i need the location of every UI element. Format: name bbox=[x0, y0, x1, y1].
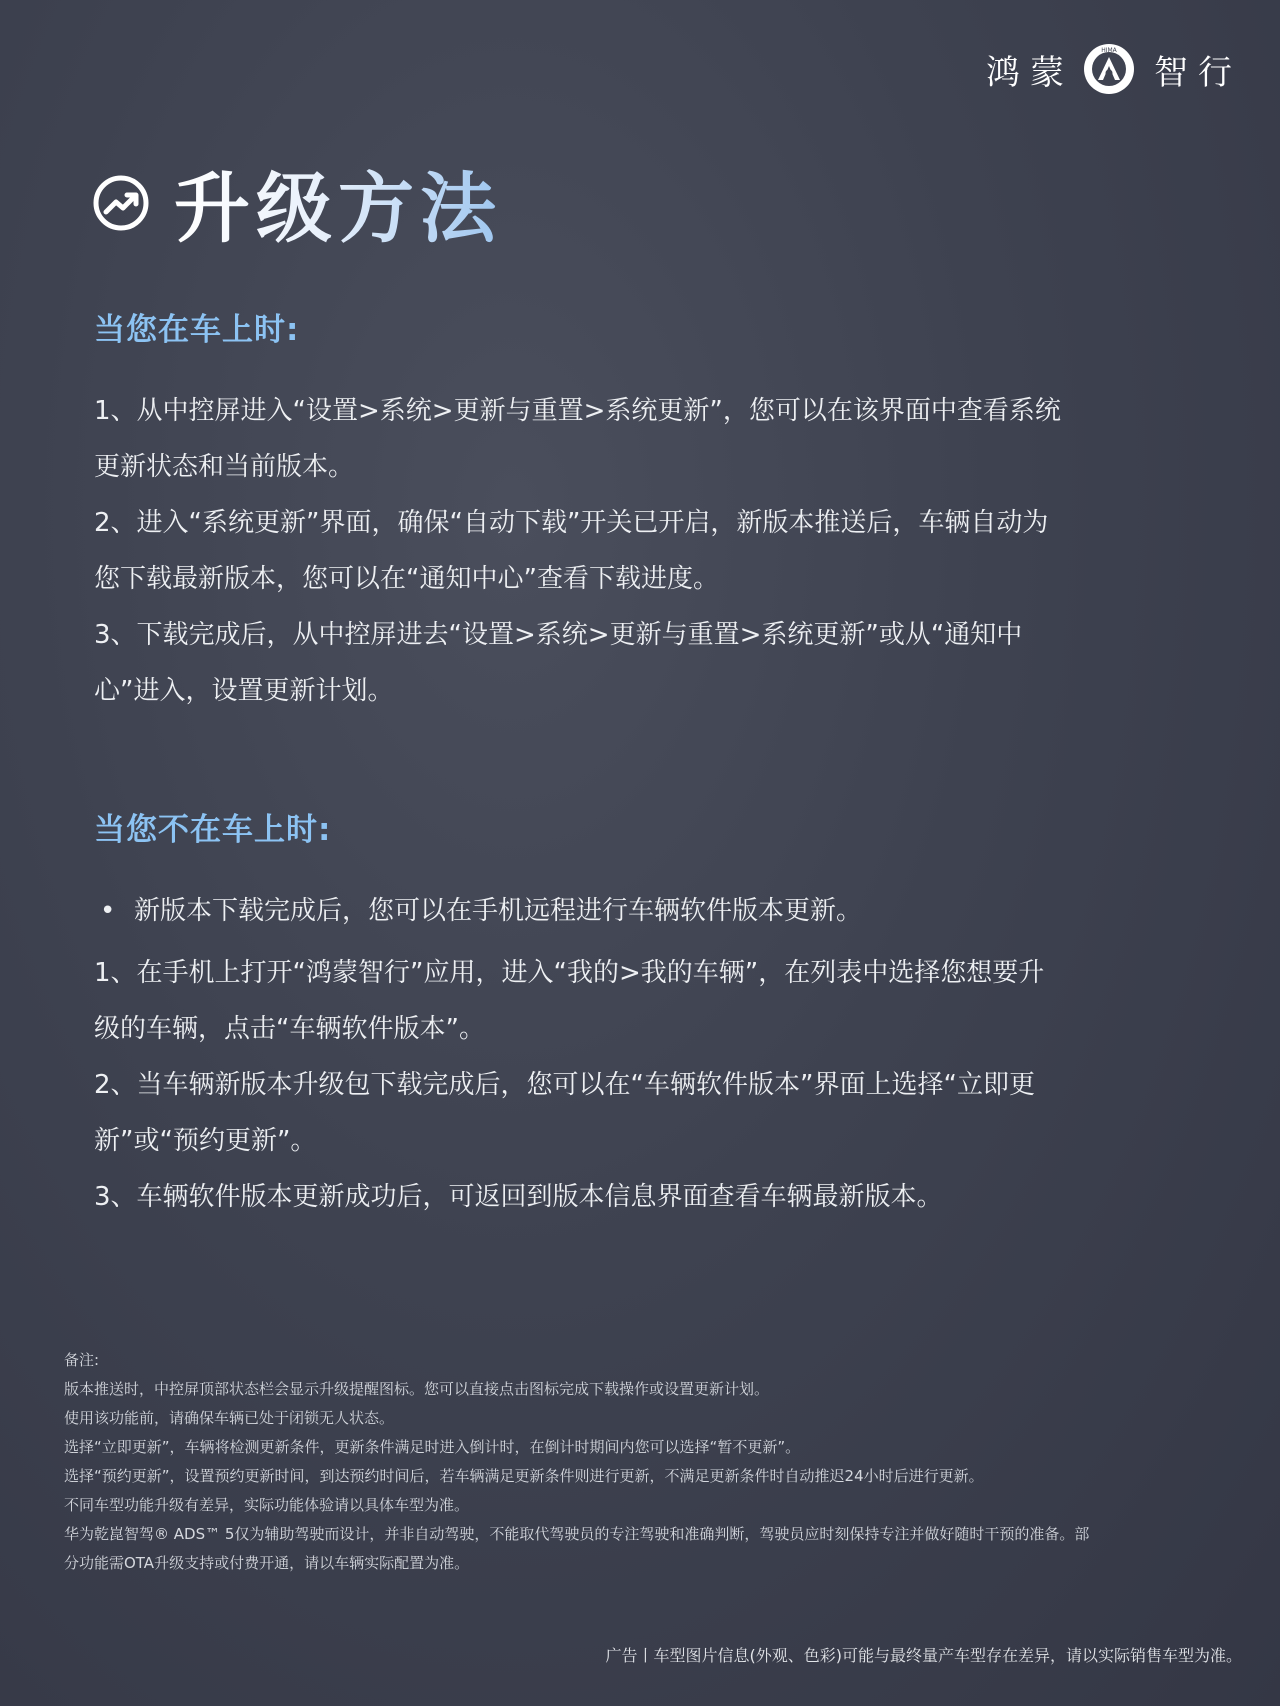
brand-header bbox=[986, 42, 1242, 96]
in-car-section bbox=[94, 304, 1204, 719]
in-car-line: 更新状态和当前版本。 bbox=[94, 452, 355, 482]
not-in-car-line: 新”或“预约更新”。 bbox=[94, 1126, 317, 1156]
not-in-car-heading: 当您不在车上时: bbox=[94, 812, 332, 848]
hima-logo-icon bbox=[1082, 42, 1136, 96]
note-line: 版本推送时，中控屏顶部状态栏会显示升级提醒图标。您可以直接点击图标完成下载操作或设置更新计划。 bbox=[64, 1380, 770, 1398]
note-line: 不同车型功能升级有差异，实际功能体验请以具体车型为准。 bbox=[64, 1496, 470, 1514]
page-title-row bbox=[92, 148, 502, 257]
note-line: 选择“立即更新”，车辆将检测更新条件，更新条件满足时进入倒计时，在倒计时期间内您可以选择“暂不更新”。 bbox=[64, 1438, 801, 1456]
in-car-line: 心”进入，设置更新计划。 bbox=[94, 676, 394, 706]
in-car-line: 1、从中控屏进入“设置>系统>更新与重置>系统更新”，您可以在该界面中查看系统 bbox=[94, 396, 1061, 426]
in-car-line: 2、进入“系统更新”界面，确保“自动下载”开关已开启，新版本推送后，车辆自动为 bbox=[94, 508, 1049, 538]
trend-up-circle-icon bbox=[92, 174, 150, 232]
brand-name-right: 智行 bbox=[1154, 52, 1242, 93]
not-in-car-line: 级的车辆，点击“车辆软件版本”。 bbox=[94, 1014, 485, 1044]
note-line: 分功能需OTA升级支持或付费开通，请以车辆实际配置为准。 bbox=[64, 1554, 470, 1572]
brand-name-left: 鸿蒙 bbox=[986, 52, 1074, 93]
page-title: 升级方法 bbox=[174, 148, 502, 257]
not-in-car-line: 3、车辆软件版本更新成功后，可返回到版本信息界面查看车辆最新版本。 bbox=[94, 1182, 943, 1212]
note-line: 使用该功能前，请确保车辆已处于闭锁无人状态。 bbox=[64, 1409, 395, 1427]
note-line: 华为乾崑智驾® ADS™ 5仅为辅助驾驶而设计，并非自动驾驶，不能取代驾驶员的专注驾驶和准确判断，驾驶员应时刻保持专注并做好随时干预的准备。部 bbox=[64, 1525, 1090, 1543]
bullet-item bbox=[94, 883, 1204, 939]
in-car-heading: 当您在车上时: bbox=[94, 312, 300, 348]
footer-disclaimer: 广告丨车型图片信息(外观、色彩)可能与最终量产车型存在差异，请以实际销售车型为准。 bbox=[605, 1646, 1242, 1665]
logo-text: HIMA bbox=[1101, 47, 1117, 54]
not-in-car-section bbox=[94, 804, 1204, 1225]
in-car-line: 您下载最新版本，您可以在“通知中心”查看下载进度。 bbox=[94, 564, 719, 594]
in-car-line: 3、下载完成后，从中控屏进去“设置>系统>更新与重置>系统更新”或从“通知中 bbox=[94, 620, 1023, 650]
note-line: 选择“预约更新”，设置预约更新时间，到达预约时间后，若车辆满足更新条件则进行更新，不满足更新条件时自动推迟24小时后进行更新。 bbox=[64, 1467, 984, 1485]
bullet-dot: • bbox=[100, 896, 116, 926]
not-in-car-line: 1、在手机上打开“鸿蒙智行”应用，进入“我的>我的车辆”，在列表中选择您想要升 bbox=[94, 958, 1045, 988]
notes-section bbox=[64, 1346, 1224, 1578]
notes-label: 备注: bbox=[64, 1351, 100, 1369]
bullet-text: 新版本下载完成后，您可以在手机远程进行车辆软件版本更新。 bbox=[134, 896, 863, 926]
not-in-car-line: 2、当车辆新版本升级包下载完成后，您可以在“车辆软件版本”界面上选择“立即更 bbox=[94, 1070, 1035, 1100]
